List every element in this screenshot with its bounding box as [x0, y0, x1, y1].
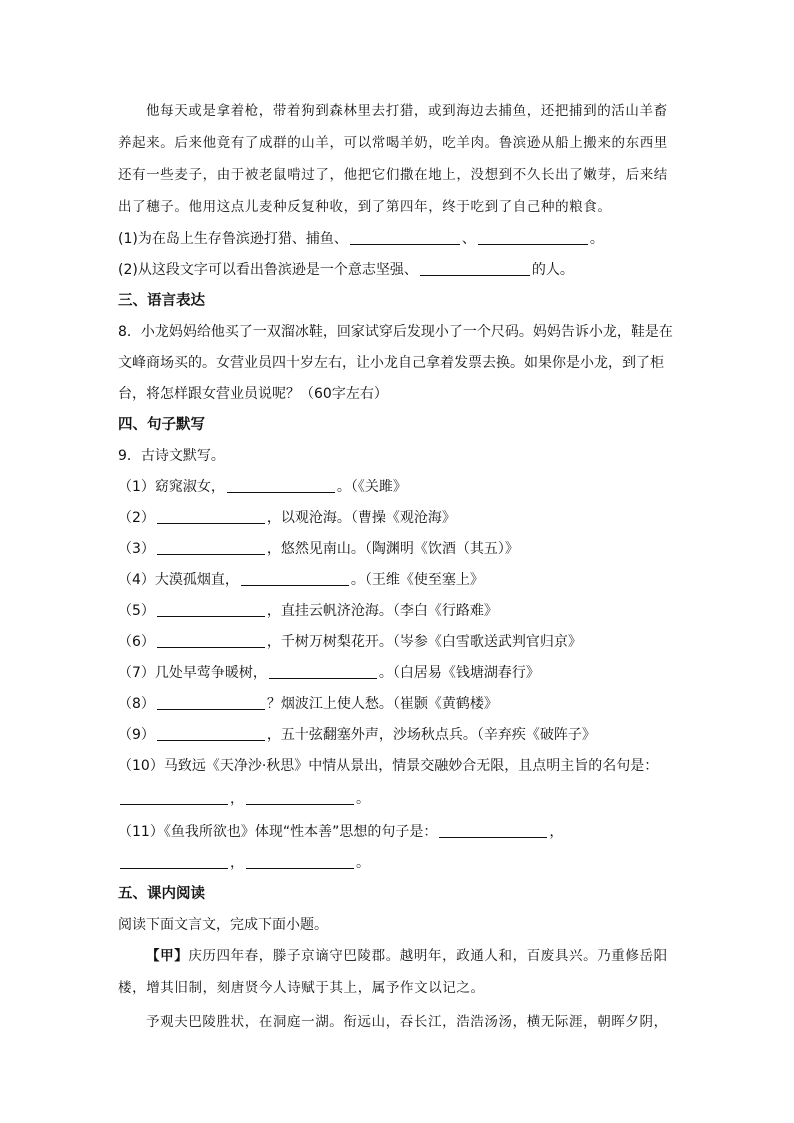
- section-heading: 四、句子默写: [118, 417, 205, 433]
- q9-item-11: （11）《鱼我所欲也》体现“性本善”思想的句子是： ，: [118, 824, 564, 840]
- answer-blank[interactable]: [157, 509, 265, 524]
- passage-line-1: 他每天或是拿着枪，带着狗到森林里去打猎，或到海边去捕鱼，还把捕到的活山羊畜: [146, 103, 668, 119]
- answer-blank[interactable]: [157, 602, 265, 617]
- q9-intro: 9．古诗文默写。: [118, 448, 225, 464]
- q8-line-1: 8．小龙妈妈给他买了一双溜冰鞋，回家试穿后发现小了一个尺码。妈妈告诉小龙，鞋是在: [118, 324, 673, 340]
- q9-item-5: （5） ，直挂云帆济沧海。（李白《行路难》: [118, 603, 498, 619]
- q9-item-10-answers: ， 。: [118, 789, 370, 809]
- answer-blank[interactable]: [269, 664, 377, 679]
- q9-item-8: （8） ？烟波江上使人愁。（崔颢《黄鹤楼》: [118, 696, 498, 712]
- q9-item-10: （10）马致远《天净沙·秋思》中情从景出，情景交融妙合无限，且点明主旨的名句是：: [118, 758, 659, 774]
- answer-blank[interactable]: [120, 854, 228, 869]
- answer-blank[interactable]: [246, 854, 354, 869]
- reading-jia-line-2: 楼，增其旧制，刻唐贤今人诗赋于其上，属予作文以记之。: [118, 980, 485, 996]
- answer-blank[interactable]: [120, 790, 228, 805]
- answer-blank[interactable]: [439, 823, 547, 838]
- q9-item-1: （1）窈窕淑女， 。（《关雎》: [118, 479, 407, 495]
- q7-sub1: (1)为在岛上生存鲁滨逊打猎、捕鱼、 、 。: [118, 231, 604, 247]
- reading-jia-line-3: 予观夫巴陵胜状，在洞庭一湖。衔远山，吞长江，浩浩汤汤，横无际涯，朝晖夕阴，: [146, 1014, 668, 1030]
- answer-blank[interactable]: [157, 540, 265, 555]
- answer-blank[interactable]: [157, 726, 265, 741]
- answer-blank[interactable]: [157, 633, 265, 648]
- q9-item-11-answers: ， 。: [118, 853, 370, 873]
- passage-line-4: 出了穗子。他用这点儿麦种反复种收，到了第四年，终于吃到了自己种的粮食。: [118, 199, 612, 215]
- q8-line-2: 文峰商场买的。女营业员四十岁左右，让小龙自己拿着发票去换。如果你是小龙，到了柜: [118, 355, 664, 371]
- answer-blank[interactable]: [157, 695, 265, 710]
- q7-sub2: (2)从这段文字可以看出鲁滨逊是一个意志坚强、 的人。: [118, 262, 574, 278]
- section-heading: 五、课内阅读: [118, 886, 205, 902]
- q9-item-9: （9） ，五十弦翻塞外声，沙场秋点兵。（辛弃疾《破阵子》: [118, 727, 596, 743]
- passage-line-2: 养起来。后来他竟有了成群的山羊，可以常喝羊奶，吃羊肉。鲁滨逊从船上搬来的东西里: [118, 135, 668, 151]
- section-heading: 三、语言表达: [118, 293, 205, 309]
- jia-tag: 【甲】: [146, 948, 189, 964]
- answer-blank[interactable]: [478, 230, 588, 245]
- q9-item-4: （4）大漠孤烟直， 。（王维《使至塞上》: [118, 572, 484, 588]
- answer-blank[interactable]: [246, 790, 354, 805]
- answer-blank[interactable]: [350, 230, 460, 245]
- reading-intro: 阅读下面文言文，完成下面小题。: [118, 917, 328, 933]
- reading-jia-line-1: 【甲】庆历四年春，滕子京谪守巴陵郡。越明年，政通人和，百废具兴。乃重修岳阳: [146, 948, 668, 964]
- q9-item-6: （6） ，千树万树梨花开。（岑参《白雪歌送武判官归京》: [118, 634, 582, 650]
- q9-item-2: （2） ，以观沧海。（曹操《观沧海》: [118, 510, 456, 526]
- answer-blank[interactable]: [420, 261, 530, 276]
- q9-item-3: （3） ，悠然见南山。（陶渊明《饮酒（其五）》: [118, 541, 519, 557]
- passage-line-3: 还有一些麦子，由于被老鼠啃过了，他把它们撒在地上，没想到不久长出了嫩芽，后来结: [118, 167, 668, 183]
- answer-blank[interactable]: [227, 478, 335, 493]
- q9-item-7: （7）几处早莺争暖树， 。（白居易《钱塘湖春行》: [118, 665, 540, 681]
- q8-line-3: 台，将怎样跟女营业员说呢？（60字左右）: [118, 386, 388, 402]
- answer-blank[interactable]: [241, 571, 349, 586]
